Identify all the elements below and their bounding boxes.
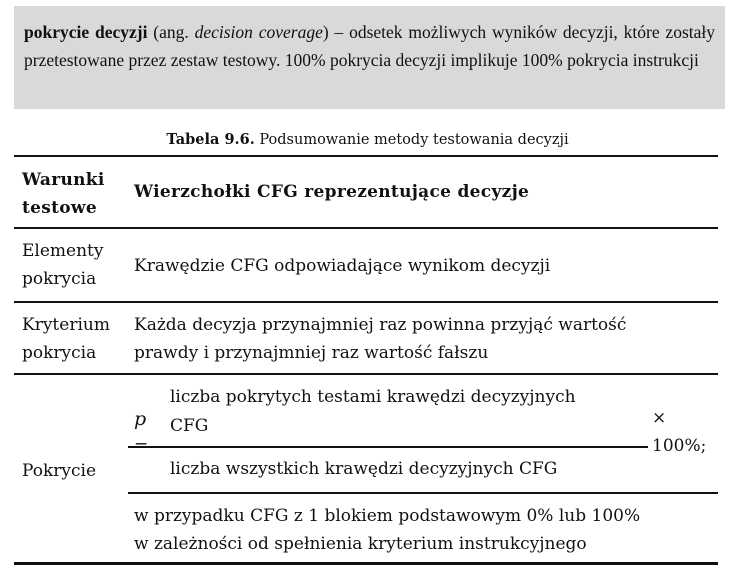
formula-numerator: liczba pokrytych testami krawędzi decyzyjnych CFG (170, 387, 576, 436)
formula-denominator: liczba wszystkich krawędzi decyzyjnych CFG (170, 459, 558, 479)
row-divider-1 (14, 227, 718, 229)
fraction-bar (128, 446, 648, 448)
definition-term: pokrycie decyzji (24, 22, 148, 42)
row-divider-3 (14, 373, 718, 375)
formula-times: × (652, 408, 667, 428)
definition-paren-open: (ang. (147, 22, 195, 42)
table-caption (0, 131, 735, 148)
table-top-rule (14, 155, 718, 157)
table-caption-label: Tabela 9.6. (166, 131, 255, 148)
row-value-coverage-criterion: Każda decyzja przynajmniej raz powinna przyjąć wartość prawdy i przynajmniej raz wartość fałszu (134, 315, 627, 363)
coverage-note: w przypadku CFG z 1 blokiem podstawowym 0% lub 100% w zależności od spełnienia kryterium instrukcyjnego (134, 506, 641, 554)
definition-text: ) – odsetek możliwych wyników decyzji, które zostały przetestowane przez zestaw testowy. 100% pokrycia decyzji implikuje 100% pokrycia instrukcji (24, 22, 715, 70)
table-bottom-rule (14, 562, 718, 565)
row-divider-2 (14, 301, 718, 303)
formula-underline (128, 492, 718, 494)
row-value-coverage-elements: Krawędzie CFG odpowiadające wynikom decyzji (134, 256, 551, 276)
table-caption-text: Podsumowanie metody testowania decyzji (254, 132, 569, 148)
row-label-coverage: Pokrycie (22, 461, 97, 481)
row-label-coverage-criterion: Kryterium pokrycia (22, 315, 110, 363)
formula-percent: 100%; (652, 436, 707, 456)
definition-english-term: decision coverage (194, 22, 323, 42)
row-label-test-conditions: Warunki testowe (22, 170, 105, 218)
definition-box (14, 6, 725, 109)
row-label-coverage-elements: Elementy pokrycia (22, 241, 104, 289)
row-value-test-conditions: Wierzchołki CFG reprezentujące decyzje (134, 182, 530, 202)
formula-p-symbol: p (134, 408, 147, 430)
